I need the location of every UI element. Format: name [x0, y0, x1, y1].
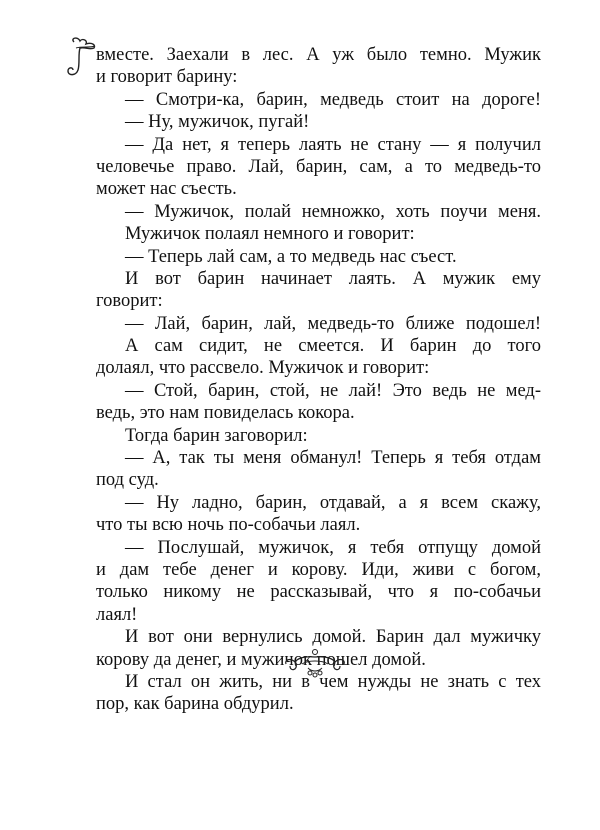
text-line: Мужичок полаял немного и говорит:: [125, 224, 415, 245]
text-line: — Да нет, я теперь лаять не стану — я получил: [125, 134, 541, 155]
text-line: И вот они вернулись домой. Барин дал мужичку: [125, 627, 541, 648]
text-line: пор, как барина обдурил.: [96, 694, 294, 715]
text-line: долаял, что рассвело. Мужичок и говорит:: [96, 358, 430, 379]
text-line: А сам сидит, не смеется. И барин до того: [125, 336, 541, 357]
text-line: и говорит барину:: [96, 67, 238, 88]
corner-flourish-icon: [64, 36, 100, 78]
text-line: И вот барин начинает лаять. А мужик ему: [125, 268, 541, 289]
text-line: И стал он жить, ни в чем нужды не знать с тех: [125, 671, 541, 692]
text-line: — Стой, барин, стой, не лай! Это ведь не мед-: [125, 380, 541, 401]
text-line: и дам тебе денег и корову. Иди, живи с богом,: [96, 559, 541, 580]
text-line: — Смотри-ка, барин, медведь стоит на дороге!: [125, 89, 541, 110]
text-line: Тогда барин заговорил:: [125, 425, 308, 446]
text-line: корову да денег, и мужичок пошел домой.: [96, 649, 426, 670]
text-line: под суд.: [96, 470, 159, 491]
text-line: только никому не рассказывай, что я по-собачьи: [96, 582, 541, 603]
text-line: ведь, это нам повиделась кокора.: [96, 403, 355, 424]
text-line: говорит:: [96, 291, 163, 312]
text-line: — Ну ладно, барин, отдавай, а я всем скажу,: [125, 492, 541, 513]
end-flourish-icon: [282, 648, 348, 678]
text-line: человечье право. Лай, барин, сам, а то медведь-то: [96, 156, 541, 177]
text-line: может нас съесть.: [96, 179, 237, 200]
text-line: — Лай, барин, лай, медведь-то ближе подошел!: [125, 313, 541, 334]
text-line: лаял!: [96, 604, 138, 625]
text-line: — Теперь лай сам, а то медведь нас съест.: [125, 246, 457, 267]
page-body: [96, 44, 541, 716]
text-line: — Мужичок, полай немножко, хоть поучи меня.: [125, 201, 541, 222]
text-line: — Послушай, мужичок, я тебя отпущу домой: [125, 537, 541, 558]
text-line: вместе. Заехали в лес. А уж было темно. Мужик: [96, 45, 541, 65]
text-line: — А, так ты меня обманул! Теперь я тебя отдам: [125, 448, 541, 469]
text-line: — Ну, мужичок, пугай!: [125, 112, 310, 133]
text-line: что ты всю ночь по-собачьи лаял.: [96, 515, 361, 536]
